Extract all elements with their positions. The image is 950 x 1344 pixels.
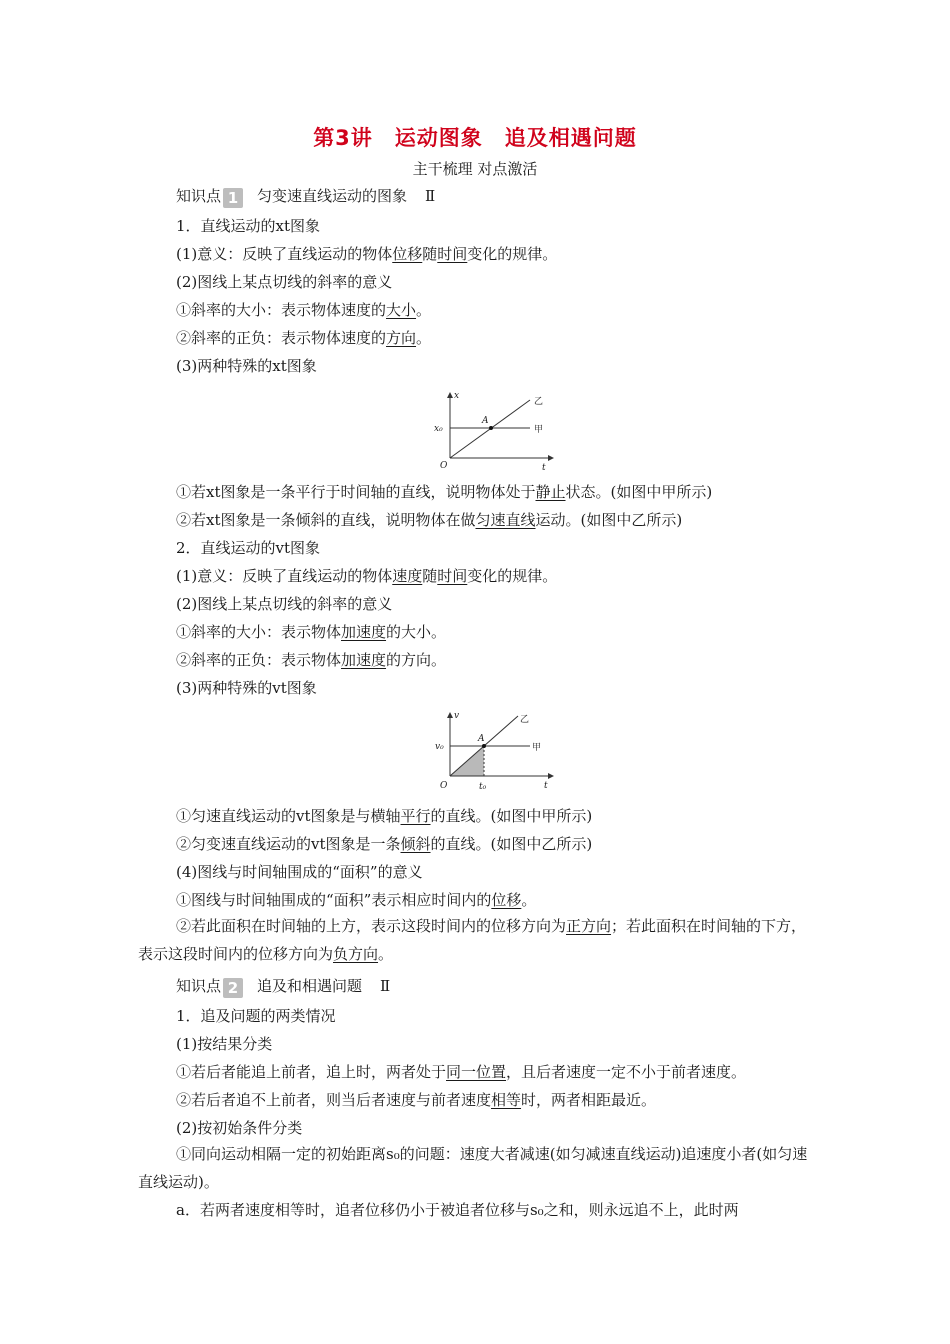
text-line: ①若后者能追上前者，追上时，两者处于同一位置，且后者速度一定不小于前者速度。 bbox=[176, 1063, 747, 1081]
yi-label: 乙 bbox=[534, 397, 544, 407]
paragraph: ①同向运动相隔一定的初始距离s₀的问题：速度大者减速(如匀减速直线运动)追速度小者(如匀速直线运动)。 bbox=[138, 1145, 808, 1191]
x-axis-label: t bbox=[544, 781, 548, 791]
text-line: (1)意义：反映了直线运动的物体速度随时间变化的规律。 bbox=[176, 567, 558, 585]
point-a-label: A bbox=[482, 416, 489, 426]
page-subtitle: 主干梳理 对点激活 bbox=[412, 160, 538, 178]
text-line: ①斜率的大小：表示物体速度的大小。 bbox=[176, 301, 432, 319]
kp-level: Ⅱ bbox=[380, 977, 391, 995]
section-heading: 2．直线运动的vt图象 bbox=[176, 539, 321, 557]
text-line: ②若后者追不上前者，则当后者速度与前者速度相等时，两者相距最近。 bbox=[176, 1091, 657, 1109]
page-title: 第3讲 运动图象 追及相遇问题 bbox=[313, 126, 637, 150]
text-line: ②斜率的正负：表示物体速度的方向。 bbox=[176, 329, 432, 347]
text-line: (2)图线上某点切线的斜率的意义 bbox=[176, 595, 393, 613]
xt-graph-figure bbox=[430, 386, 560, 472]
text-line: ②若xt图象是一条倾斜的直线，说明物体在做匀速直线运动。(如图中乙所示) bbox=[176, 511, 683, 529]
text-line: (2)图线上某点切线的斜率的意义 bbox=[176, 273, 393, 291]
kp-number-badge: 2 bbox=[223, 978, 243, 998]
kp-label: 知识点 bbox=[176, 187, 222, 205]
jia-label: 甲 bbox=[534, 425, 544, 435]
yi-label: 乙 bbox=[520, 715, 530, 725]
paragraph: a．若两者速度相等时，追者位移仍小于被追者位移与s₀之和，则永远追不上，此时两 bbox=[176, 1201, 739, 1219]
text-line: (4)图线与时间轴围成的“面积”的意义 bbox=[176, 863, 423, 881]
x0-label: x₀ bbox=[434, 424, 443, 434]
paragraph: ②若此面积在时间轴的上方，表示这段时间内的位移方向为正方向；若此面积在时间轴的下方，表示这段时间内的位移方向为负方向。 bbox=[138, 917, 807, 963]
y-axis-label: v bbox=[454, 711, 460, 721]
text-line: ①斜率的大小：表示物体加速度的大小。 bbox=[176, 623, 447, 641]
text-line: ①若xt图象是一条平行于时间轴的直线，说明物体处于静止状态。(如图中甲所示) bbox=[176, 483, 713, 501]
text-line: ①匀速直线运动的vt图象是与横轴平行的直线。(如图中甲所示) bbox=[176, 807, 593, 825]
kp-label: 知识点 bbox=[176, 977, 222, 995]
text-line: ①图线与时间轴围成的“面积”表示相应时间内的位移。 bbox=[176, 891, 537, 909]
text-line: (3)两种特殊的xt图象 bbox=[176, 357, 317, 375]
origin-label: O bbox=[440, 461, 448, 471]
v0-label: v₀ bbox=[435, 742, 444, 752]
section-heading: 1．追及问题的两类情况 bbox=[176, 1007, 336, 1025]
vt-graph-figure bbox=[430, 706, 560, 794]
text-line: ②斜率的正负：表示物体加速度的方向。 bbox=[176, 651, 447, 669]
text-line: (3)两种特殊的vt图象 bbox=[176, 679, 317, 697]
text-line: (2)按初始条件分类 bbox=[176, 1119, 303, 1137]
kp-title: 匀变速直线运动的图象 bbox=[257, 187, 408, 205]
t0-label: t₀ bbox=[479, 782, 487, 792]
y-axis-label: x bbox=[454, 391, 460, 401]
jia-label: 甲 bbox=[532, 743, 542, 753]
text-line: (1)按结果分类 bbox=[176, 1035, 273, 1053]
section-heading: 1．直线运动的xt图象 bbox=[176, 217, 321, 235]
text-line: (1)意义：反映了直线运动的物体位移随时间变化的规律。 bbox=[176, 245, 558, 263]
point-a-label: A bbox=[478, 734, 485, 744]
text-line: ②匀变速直线运动的vt图象是一条倾斜的直线。(如图中乙所示) bbox=[176, 835, 593, 853]
x-axis-label: t bbox=[542, 463, 546, 472]
knowledge-point-1 bbox=[176, 186, 435, 208]
knowledge-point-2 bbox=[176, 976, 390, 998]
kp-title: 追及和相遇问题 bbox=[257, 977, 363, 995]
origin-label: O bbox=[440, 781, 448, 791]
kp-number-badge: 1 bbox=[223, 188, 243, 208]
kp-level: Ⅱ bbox=[425, 187, 436, 205]
